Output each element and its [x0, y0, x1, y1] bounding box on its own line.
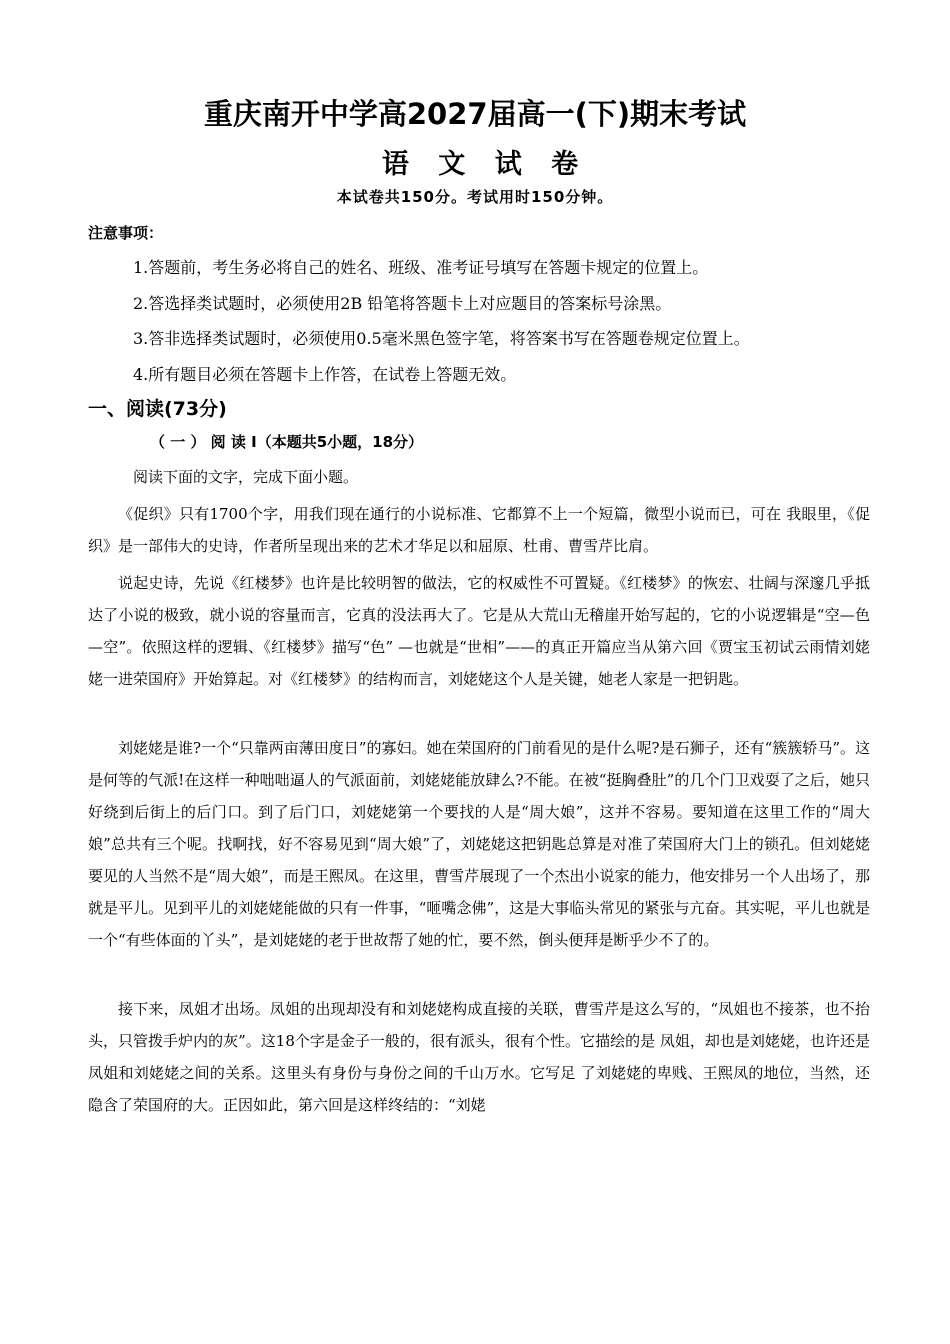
notice-item-1: 1.答题前，考生务必将自己的姓名、班级、准考证号填写在答题卡规定的位置上。	[133, 258, 709, 277]
notice-item-2: 2.答选择类试题时，必须使用2B 铅笔将答题卡上对应题目的答案标号涂黑。	[133, 294, 672, 313]
notice-heading: 注意事项：	[88, 224, 164, 242]
notice-item-4: 4.所有题目必须在答题卡上作答，在试卷上答题无效。	[133, 365, 517, 384]
passage-paragraph-4: 接下来，凤姐才出场。凤姐的出现却没有和刘姥姥构成直接的关联，曹雪芹是这么写的，“凤姐也不接茶，也不抬头，只管拨手炉内的灰”。这18个字是金子一般的，很有派头，很有个性。它描绘的是 凤姐，却也是刘姥姥，也许还是凤姐和刘姥姥之间的关系。这里头有身份与身份之间的千山万水。它写足 了刘姥姥的卑贱、王熙凤的地位，当然，还隐含了荣国府的大。正因如此，第六回是这样终结的：“刘姥	[88, 1000, 870, 1114]
passage-paragraph-1: 《促织》只有1700个字，用我们现在通行的小说标准、它都算不上一个短篇，微型小说而已，可在 我眼里，《促织》是一部伟大的史诗，作者所呈现出来的艺术才华足以和屈原、杜甫、曹雪芹比肩。	[88, 505, 870, 555]
passage-paragraph-3: 刘姥姥是谁?一个“只靠两亩薄田度日”的寡妇。她在荣国府的门前看见的是什么呢?是石狮子，还有“簇簇轿马”。这是何等的气派!在这样一种咄咄逼人的气派面前，刘姥姥能放肆么?不能。在被“挺胸叠肚”的几个门卫戏耍了之后，她只好绕到后街上的后门口。到了后门口，刘姥姥第一个要找的人是“周大娘”，这并不容易。要知道在这里工作的“周大娘”总共有三个呢。找啊找，好不容易见到“周大娘”了，刘姥姥这把钥匙总算是对准了荣国府大门上的锁孔。但刘姥姥要见的人当然不是“周大娘”，而是王熙凤。在这里，曹雪芹展现了一个杰出小说家的能力，他安排另一个人出场了，那就是平儿。见到平儿的刘姥姥能做的只有一件事，“咂嘴念佛”，这是大事临头常见的紧张与亢奋。其实呢，平儿也就是一个“有些体面的丫头”，是刘姥姥的老于世故帮了她的忙，要不然，倒头便拜是断乎少不了的。	[88, 739, 870, 949]
passage-paragraph-2: 说起史诗，先说《红楼梦》也许是比较明智的做法，它的权威性不可置疑。《红楼梦》的恢宏、壮阔与深邃几乎抵达了小说的极致，就小说的容量而言，它真的没法再大了。它是从大荒山无稽崖开始写起的，它的小说逻辑是“空—色—空”。依照这样的逻辑、《红楼梦》描写“色” —也就是“世相”——的真正开篇应当从第六回《贾宝玉初试云雨情刘姥姥一进荣国府》开始算起。对《红楼梦》的结构而言，刘姥姥这个人是关键，她老人家是一把钥匙。	[88, 574, 870, 688]
notice-item-3: 3.答非选择类试题时，必须使用0.5毫米黑色签字笔，将答案书写在答题卷规定位置上。	[133, 329, 750, 348]
exam-info: 本试卷共150分。考试用时150分钟。	[336, 188, 614, 206]
exam-subtitle: 语 文 试 卷	[381, 149, 589, 180]
reading-instruction: 阅读下面的文字，完成下面小题。	[133, 468, 359, 486]
subsection-heading: （ 一 ） 阅 读 I（本题共5小题，18分）	[150, 433, 424, 451]
exam-title: 重庆南开中学高2027届高一(下)期末考试	[203, 97, 747, 131]
section-heading: 一、阅读(73分)	[88, 398, 227, 420]
